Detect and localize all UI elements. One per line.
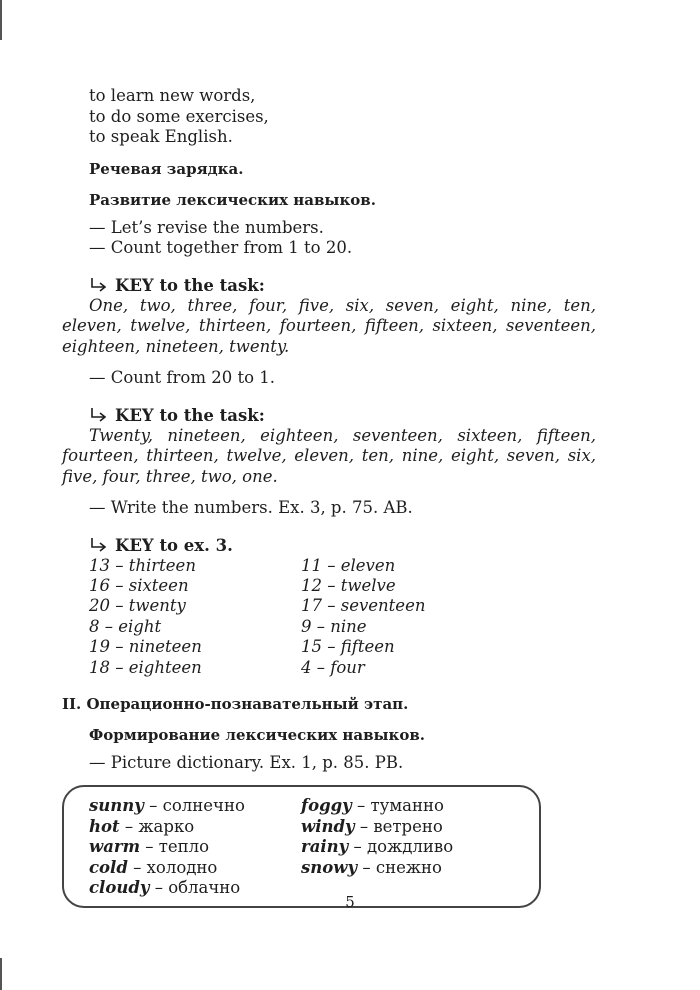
task-line: — Count together from 1 to 20. (89, 238, 353, 257)
task-line: — Picture dictionary. Ex. 1, p. 85. PB. (89, 752, 404, 772)
key-ex3-item: 15 – fifteen (301, 637, 395, 657)
key-ex3-item: 12 – twelve (301, 575, 396, 595)
vocab-word-en: warm (89, 837, 141, 857)
key-ex3-item: 8 – eight (89, 616, 162, 636)
key-answer-count-up (62, 296, 596, 358)
key-ex3-item: 4 – four (301, 657, 365, 677)
vocab-word-ru: – солнечно (143, 796, 245, 816)
vocab-word-ru: – ветрено (354, 816, 443, 836)
page-number: 5 (345, 893, 355, 911)
vocab-word-en: rainy (301, 837, 349, 857)
vocab-word-en: cloudy (89, 878, 150, 898)
arrow-down-right-icon (89, 537, 109, 553)
vocab-item (301, 817, 501, 837)
key-ex3-item: 18 – eighteen (89, 657, 202, 677)
key-heading (62, 275, 596, 296)
key-answer-text: One, two, three, four, five, six, seven, eight, nine, ten, eleven, twelve, thirteen, fourteen, fifteen, sixteen, seventeen, eighteen, nineteen, twenty. (62, 295, 596, 356)
vocab-word-en: snowy (301, 857, 358, 877)
picture-dictionary-box (62, 785, 541, 908)
task-line: — Let’s revise the numbers. (89, 217, 324, 237)
vocab-item (89, 858, 301, 878)
heading-lexical-formation: Формирование лексических навыков. (89, 726, 426, 745)
key-heading-ex3 (62, 535, 596, 556)
vocab-word-ru: – дождливо (348, 837, 454, 857)
vocab-word-en: cold (89, 857, 128, 877)
vocab-word-en: foggy (301, 796, 352, 816)
lesson-content (62, 86, 596, 908)
vocab-grid (89, 796, 519, 898)
vocab-item (301, 858, 501, 878)
task-line: — Write the numbers. Ex. 3, p. 75. AB. (89, 498, 413, 517)
vocab-item (89, 817, 301, 837)
section-2-heading: II. Операционно-познавательный этап. (62, 694, 409, 713)
key-ex3-item: 11 – eleven (301, 555, 396, 575)
heading-lexical-development: Развитие лексических навыков. (89, 191, 376, 209)
key-ex3-item: 16 – sixteen (89, 575, 189, 595)
vocab-word-en: hot (89, 816, 120, 836)
key-ex3-item: 17 – seventeen (301, 596, 426, 616)
vocab-word-ru: – туманно (351, 796, 444, 816)
key-ex3-item: 9 – nine (301, 616, 367, 636)
key-ex3-item: 13 – thirteen (89, 555, 196, 575)
intro-line: to learn new words, (89, 86, 256, 105)
page-edge-mark-bottom (0, 958, 2, 990)
key-heading-label: KEY to the task: (115, 275, 265, 295)
vocab-item (89, 837, 301, 857)
page-edge-mark-top (0, 0, 2, 40)
vocab-word-ru: – облачно (149, 878, 241, 898)
heading-speech-warmup: Речевая зарядка. (89, 159, 244, 178)
vocab-item (89, 796, 301, 816)
key-heading (62, 405, 596, 426)
vocab-word-ru: – жарко (119, 816, 195, 836)
vocab-word-ru: – снежно (357, 857, 442, 877)
task-line: — Count from 20 to 1. (89, 368, 276, 387)
intro-line: to speak English. (89, 127, 233, 146)
key-ex3-table (62, 556, 596, 678)
vocab-item (301, 837, 501, 857)
intro-line: to do some exercises, (89, 106, 269, 126)
vocab-word-en: windy (301, 816, 355, 836)
key-answer-text: Twenty, nineteen, eighteen, seventeen, sixteen, fifteen, fourteen, thirteen, twelve, eleven, ten, nine, eight, seven, six, five, four, three, two, one. (62, 425, 596, 486)
key-heading-label: KEY to the task: (115, 405, 265, 425)
key-answer-count-down (62, 426, 596, 488)
arrow-down-right-icon (89, 407, 109, 423)
key-ex3-item: 20 – twenty (89, 596, 186, 616)
key-ex3-item: 19 – nineteen (89, 637, 202, 657)
arrow-down-right-icon (89, 277, 109, 293)
vocab-word-ru: – холодно (127, 857, 218, 877)
vocab-word-ru: – тепло (140, 837, 210, 857)
vocab-word-en: sunny (89, 796, 144, 816)
key-heading-label: KEY to ex. 3. (115, 535, 233, 555)
vocab-item (301, 796, 501, 816)
